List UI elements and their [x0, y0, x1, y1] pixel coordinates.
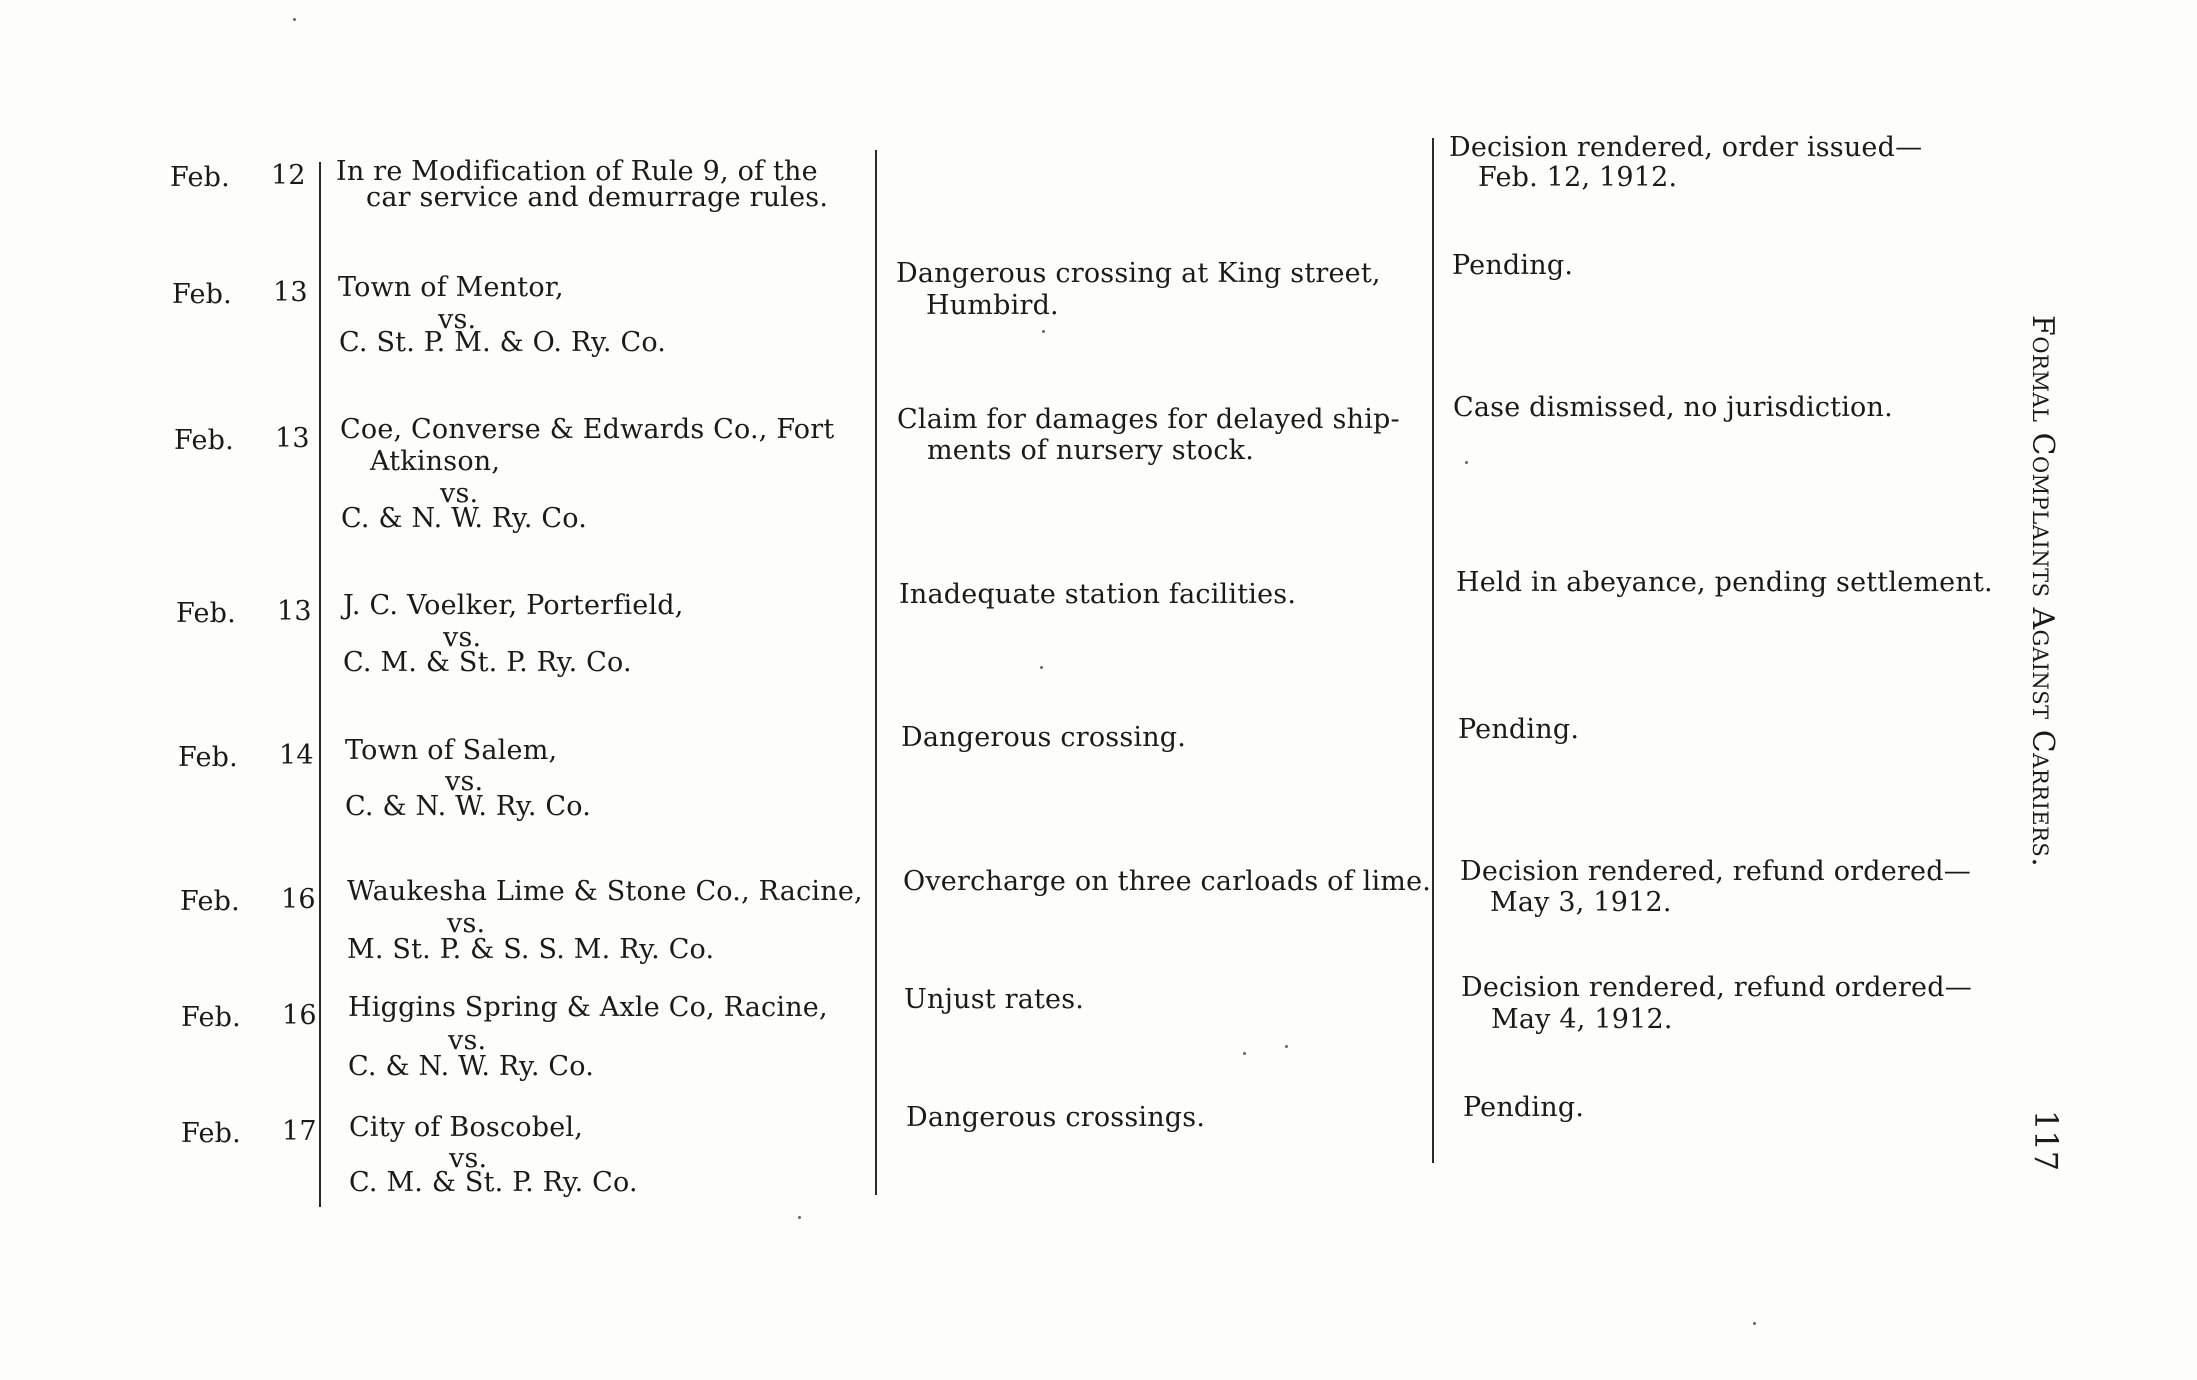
entry-parties-line: C. St. P. M. & O. Ry. Co. — [339, 327, 667, 358]
entry-day: 13 — [277, 596, 312, 627]
entry-parties-line: C. M. & St. P. Ry. Co. — [349, 1167, 638, 1198]
entry-nature-line: Dangerous crossings. — [906, 1102, 1206, 1133]
entry-parties-line: vs. — [449, 1143, 488, 1174]
entry-day: 13 — [273, 277, 308, 308]
entry-parties-line: C. & N. W. Ry. Co. — [345, 791, 592, 822]
scan-speck — [1285, 1045, 1288, 1048]
entry-disposition-line: May 4, 1912. — [1491, 1004, 1673, 1035]
scan-speck — [1040, 666, 1043, 669]
entry-day: 16 — [281, 884, 316, 915]
entry-parties-line: City of Boscobel, — [349, 1112, 584, 1143]
running-title: Formal Complaints Against Carriers. — [2025, 315, 2060, 868]
scan-speck — [1465, 461, 1468, 464]
entry-parties-line: Coe, Converse & Edwards Co., Fort — [340, 414, 835, 445]
scan-speck — [1042, 330, 1045, 333]
entry-nature-line: Humbird. — [926, 290, 1059, 321]
entry-month: Feb. — [174, 425, 234, 456]
entry-day: 14 — [279, 740, 314, 771]
entry-month: Feb. — [180, 886, 240, 917]
entry-parties-line: vs. — [438, 304, 477, 335]
entry-month: Feb. — [181, 1118, 241, 1149]
entry-nature-line: Overcharge on three carloads of lime. — [903, 866, 1432, 897]
entry-nature-line: Inadequate station facilities. — [899, 579, 1297, 610]
entry-disposition-line: Pending. — [1463, 1092, 1585, 1123]
entry-parties-line: Town of Salem, — [345, 735, 558, 766]
entry-parties-line: In re Modification of Rule 9, of the — [336, 156, 818, 187]
entry-parties-line: car service and demurrage rules. — [366, 182, 829, 213]
entry-disposition-line: Held in abeyance, pending settlement. — [1456, 567, 1993, 598]
entry-parties-line: C. M. & St. P. Ry. Co. — [343, 647, 632, 678]
entry-disposition-line: Decision rendered, order issued— — [1449, 132, 1923, 163]
entry-month: Feb. — [181, 1002, 241, 1033]
entry-parties-line: Higgins Spring & Axle Co, Racine, — [348, 992, 828, 1023]
entry-day: 13 — [275, 423, 310, 454]
entry-parties-line: Town of Mentor, — [338, 272, 564, 303]
entry-parties-line: C. & N. W. Ry. Co. — [341, 503, 588, 534]
entry-month: Feb. — [176, 598, 236, 629]
entry-parties-line: vs. — [443, 622, 482, 653]
entry-disposition-line: May 3, 1912. — [1490, 887, 1672, 918]
entry-month: Feb. — [172, 279, 232, 310]
entry-day: 12 — [271, 160, 306, 191]
scan-speck — [293, 18, 296, 21]
entry-parties-line: vs. — [447, 908, 486, 939]
entry-parties-line: Waukesha Lime & Stone Co., Racine, — [347, 876, 863, 907]
entry-nature-line: Dangerous crossing. — [901, 722, 1187, 753]
entry-month: Feb. — [170, 162, 230, 193]
entry-disposition-line: Decision rendered, refund ordered— — [1460, 856, 1971, 887]
entry-parties-line: M. St. P. & S. S. M. Ry. Co. — [347, 934, 715, 965]
entry-disposition-line: Case dismissed, no jurisdiction. — [1453, 392, 1893, 423]
entry-disposition-line: Feb. 12, 1912. — [1478, 162, 1678, 193]
entry-nature-line: Dangerous crossing at King street, — [896, 258, 1381, 289]
column-rule-nature-right — [1432, 138, 1434, 1163]
scan-speck — [798, 1216, 801, 1219]
entry-parties-line: J. C. Voelker, Porterfield, — [343, 590, 684, 621]
entry-month: Feb. — [178, 742, 238, 773]
scan-speck — [1243, 1052, 1246, 1055]
entry-parties-line: Atkinson, — [370, 446, 501, 477]
entry-parties-line: vs. — [445, 766, 484, 797]
entry-nature-line: Unjust rates. — [904, 984, 1085, 1015]
entry-disposition-line: Pending. — [1452, 250, 1574, 281]
entry-disposition-line: Decision rendered, refund ordered— — [1461, 972, 1972, 1003]
column-rule-parties-left — [319, 162, 321, 1207]
entry-disposition-line: Pending. — [1458, 714, 1580, 745]
entry-day: 16 — [282, 1000, 317, 1031]
entry-day: 17 — [282, 1116, 317, 1147]
entry-parties-line: vs. — [440, 478, 479, 509]
entry-nature-line: ments of nursery stock. — [927, 435, 1254, 466]
entry-parties-line: C. & N. W. Ry. Co. — [348, 1051, 595, 1082]
page-number: 117 — [2027, 1110, 2065, 1172]
entry-nature-line: Claim for damages for delayed ship- — [897, 404, 1400, 435]
entry-parties-line: vs. — [448, 1025, 487, 1056]
column-rule-parties-right — [875, 150, 877, 1195]
scan-speck — [1753, 1322, 1756, 1325]
